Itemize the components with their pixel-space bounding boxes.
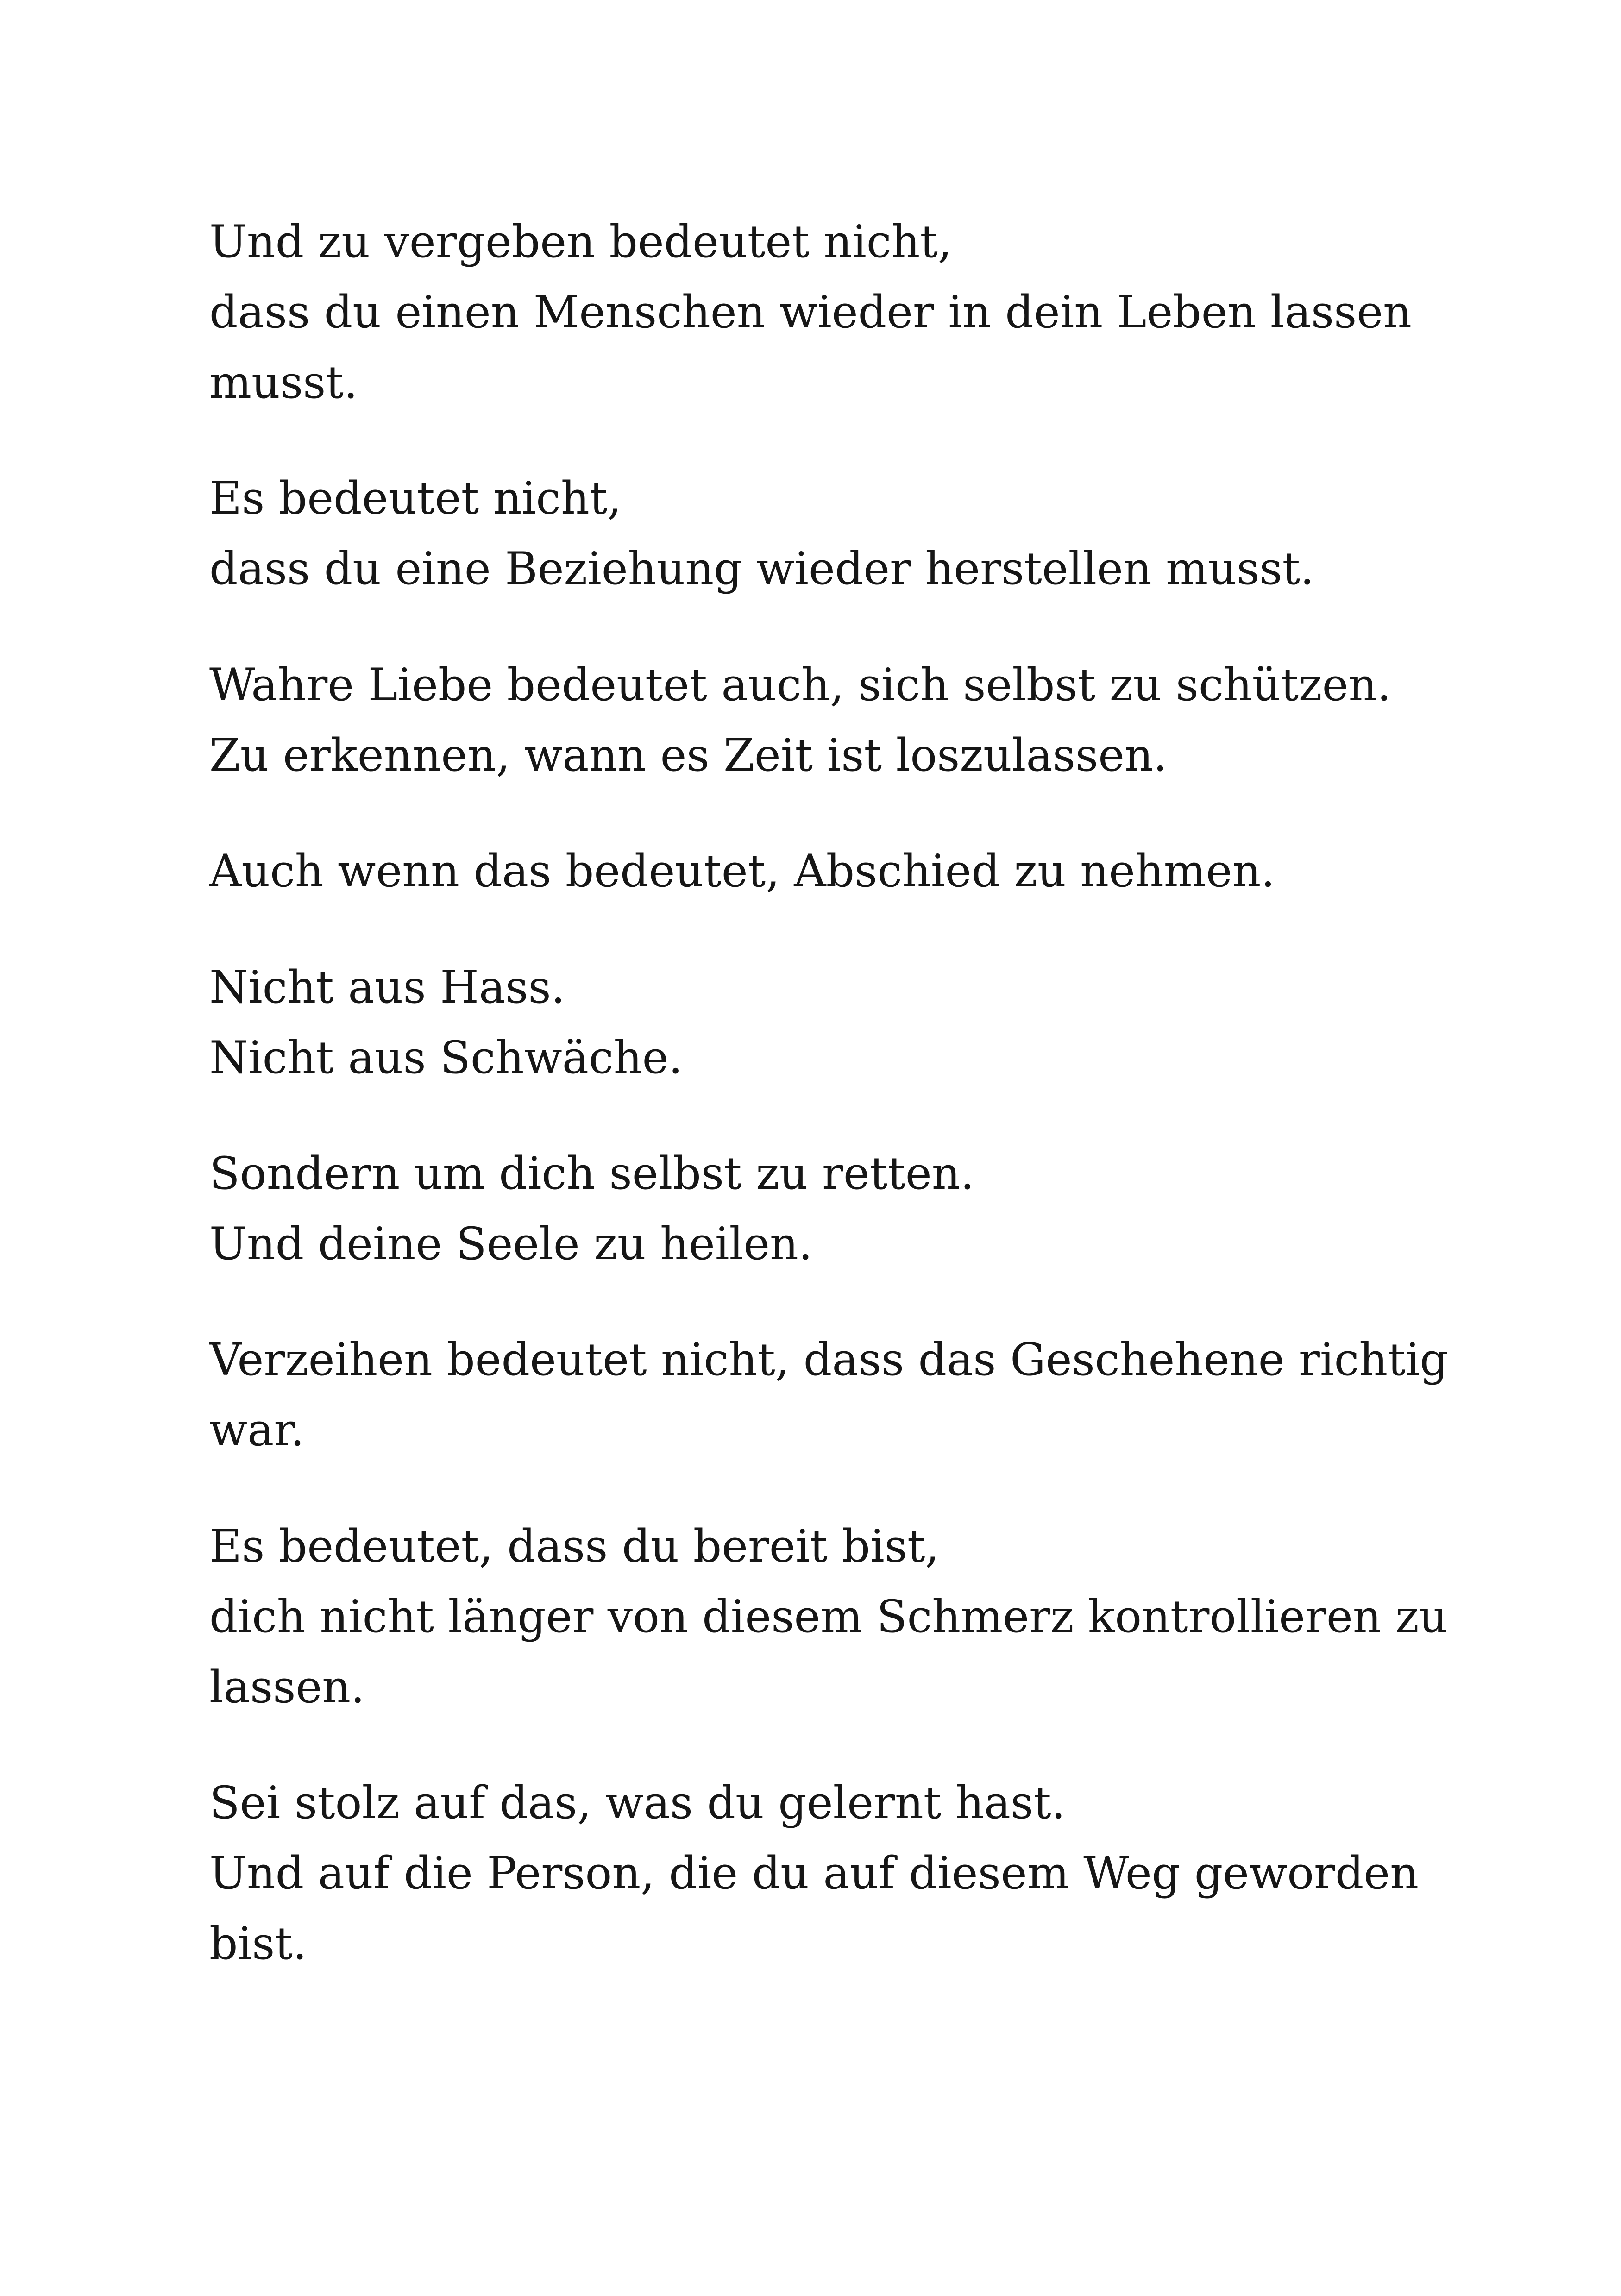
stanza xyxy=(209,1768,1437,1979)
poem-line: lassen. xyxy=(209,1661,365,1713)
poem-line: Es bedeutet, dass du bereit bist, xyxy=(209,1520,940,1572)
poem-line: Und zu vergeben bedeutet nicht, xyxy=(209,216,952,268)
stanza xyxy=(209,463,1437,604)
poem-line: musst. xyxy=(209,357,358,408)
stanza xyxy=(209,1324,1448,1465)
stanza xyxy=(209,1511,1448,1722)
stanza xyxy=(209,952,1437,1093)
poem-line: Zu erkennen, wann es Zeit ist loszulassen. xyxy=(209,729,1168,781)
stanza xyxy=(209,1138,1437,1279)
poem-line: Es bedeutet nicht, xyxy=(209,472,622,524)
poem-line: Wahre Liebe bedeutet auch, sich selbst zu schützen. xyxy=(209,659,1391,711)
stanza xyxy=(209,650,1437,790)
poem-line: Und deine Seele zu heilen. xyxy=(209,1218,813,1270)
stanza xyxy=(209,207,1437,418)
poem-line: dass du einen Menschen wieder in dein Leben lassen xyxy=(209,286,1412,338)
poem-line: bist. xyxy=(209,1918,307,1970)
poem-line: dass du eine Beziehung wieder herstellen musst. xyxy=(209,543,1314,595)
poem-line: dich nicht länger von diesem Schmerz kontrollieren zu xyxy=(209,1591,1448,1643)
poem-line: Auch wenn das bedeutet, Abschied zu nehmen. xyxy=(209,845,1275,897)
poem-line: Nicht aus Schwäche. xyxy=(209,1032,683,1084)
poem-line: Nicht aus Hass. xyxy=(209,961,565,1013)
poem-line: Sondern um dich selbst zu retten. xyxy=(209,1148,975,1199)
poem-line: Sei stolz auf das, was du gelernt hast. xyxy=(209,1777,1066,1829)
poem-line: Und auf die Person, die du auf diesem Weg geworden xyxy=(209,1847,1419,1899)
poem-line: war. xyxy=(209,1404,305,1456)
poem-line: Verzeihen bedeutet nicht, dass das Geschehene richtig xyxy=(209,1334,1448,1386)
stanza xyxy=(209,836,1437,906)
